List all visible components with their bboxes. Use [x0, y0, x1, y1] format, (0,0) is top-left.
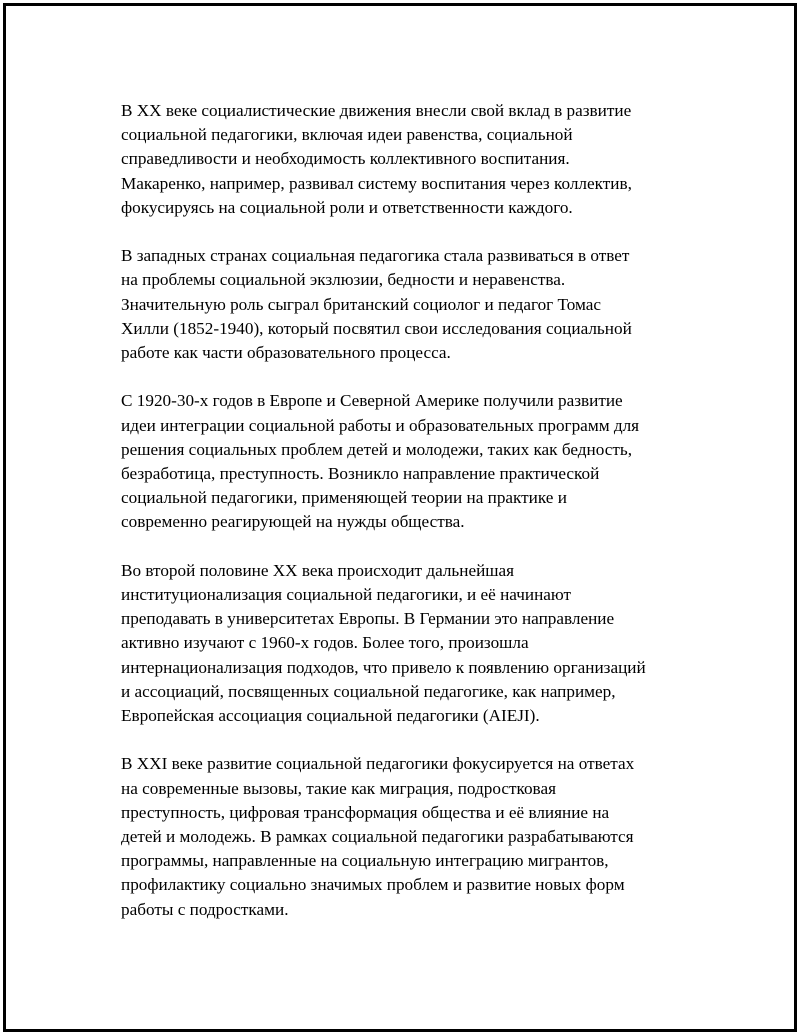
- paragraph-1920s: С 1920-30-х годов в Европе и Северной Америке получили развитие идеи интеграции социальной работы и образовательных программ для решения социальных проблем детей и молодежи, таких как бедность, безработица, преступность. Возникло направление практической социальной педагогики, применяющей теории на практике и современно реагирующей на нужды общества.: [121, 391, 640, 532]
- paragraph-xxi-century: В XXI веке развитие социальной педагогики фокусируется на ответах на современные вызовы, такие как миграция, подростковая преступность, цифровая трансформация общества и её влияние на детей и молодежь. В рамках социальной педагогики разрабатываются программы, направленные на социальную интеграцию мигрантов, профилактику социально значимых проблем и развитие новых форм работы с подростками.: [121, 754, 635, 919]
- paragraph-second-half-xx: Во второй половине XX века происходит дальнейшая институционализация социальной педагогики, и её начинают преподавать в университетах Европы. В Германии это направление активно изучают с 1960-х годов. Более того, произошла интернационализация подходов, что привело к появлению организаций и ассоциаций, посвященных социальной педагогике, как например, Европейская ассоциация социальной педагогики (AIEJI).: [121, 560, 646, 726]
- document-body: [121, 99, 696, 946]
- paragraph-xx-century: В XX веке социалистические движения внесли свой вклад в развитие социальной педагогики, включая идеи равенства, социальной справедливости и необходимость коллективного воспитания. Макаренко, например, развивал систему воспитания через коллектив, фокусируясь на социальной роли и ответственности каждого.: [121, 101, 632, 217]
- page-frame: [3, 3, 797, 1032]
- paragraph-western-countries: В западных странах социальная педагогика стала развиваться в ответ на проблемы социальной экзлюзии, бедности и неравенства. Значительную роль сыграл британский социолог и педагог Томас Хилли (1852-1940), который посвятил свои исследования социальной работе как части образовательного процесса.: [121, 246, 632, 363]
